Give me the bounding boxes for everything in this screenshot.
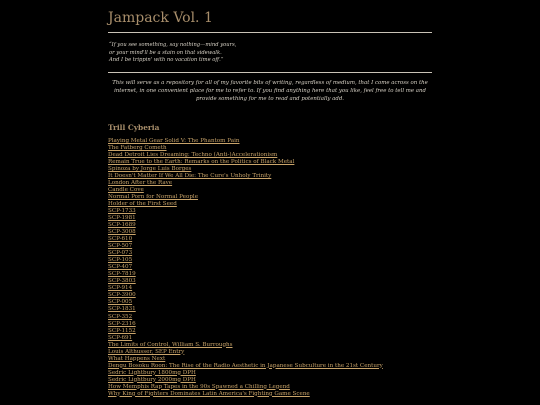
reading-link[interactable]: Candle Cove bbox=[108, 187, 144, 194]
link-list-item bbox=[108, 391, 432, 398]
link-list-item bbox=[108, 201, 432, 208]
quote-line: or your mind'll be a stain on that sidewalk. bbox=[109, 49, 222, 56]
reading-link[interactable]: SCP-3900 bbox=[108, 292, 136, 299]
link-list-item bbox=[108, 138, 432, 145]
reading-link[interactable]: The Limits of Control, William S. Burroughs bbox=[108, 341, 233, 348]
reading-link[interactable]: Normal Porn for Normal People bbox=[108, 194, 199, 201]
link-list-item bbox=[108, 187, 432, 194]
reading-link[interactable]: SCP-3803 bbox=[108, 278, 136, 285]
link-list-item bbox=[108, 173, 432, 180]
reading-link[interactable]: London After the Rave bbox=[108, 180, 173, 187]
reading-link[interactable]: Playing Metal Gear Solid V: The Phantom Pain bbox=[108, 138, 240, 145]
reading-link[interactable]: SCP-1831 bbox=[108, 306, 136, 313]
link-list-item bbox=[108, 384, 432, 391]
link-list-item bbox=[108, 306, 432, 313]
reading-link[interactable]: SCP-2316 bbox=[108, 320, 136, 327]
quote-line: And I be trippin' with no vacation time off.” bbox=[109, 57, 224, 63]
reading-link[interactable]: It Doesn't Matter If We All Die: The Cure's Unholy Trinity bbox=[108, 173, 272, 180]
site-title: Jampack Vol. 1 bbox=[108, 10, 213, 26]
link-list-item bbox=[108, 264, 432, 271]
link-list-item bbox=[108, 166, 432, 173]
link-list-item bbox=[108, 271, 432, 278]
reading-link[interactable]: SCP-507 bbox=[108, 243, 133, 250]
page-content bbox=[108, 0, 432, 398]
link-list-item bbox=[108, 335, 432, 342]
reading-link[interactable]: Holder of the First Seed bbox=[108, 201, 177, 208]
section-heading: Trill Cyberia bbox=[108, 123, 160, 133]
quote-line: “If you see something, say nothing—mind yours, bbox=[109, 42, 237, 48]
reading-link[interactable]: SCP-005 bbox=[108, 299, 133, 306]
reading-link[interactable]: SCP-1733 bbox=[108, 208, 136, 215]
link-list-item bbox=[108, 278, 432, 285]
reading-link-list bbox=[108, 138, 432, 398]
title-divider bbox=[108, 32, 432, 33]
link-list-item bbox=[108, 349, 432, 356]
reading-link[interactable]: SCP-073 bbox=[108, 250, 133, 257]
link-list-item bbox=[108, 321, 432, 328]
reading-link[interactable]: How Memphis Rap Tapes in the 90s Spawned a Chilling Legend bbox=[108, 383, 290, 390]
quote-divider bbox=[108, 72, 432, 73]
reading-link[interactable]: Remain True to the Earth: Remarks on the Politics of Black Metal bbox=[108, 159, 295, 166]
link-list-item bbox=[108, 236, 432, 243]
reading-link[interactable]: SCP-1689 bbox=[108, 222, 136, 229]
reading-link[interactable]: Louis Althusser, SEP Entry bbox=[108, 348, 185, 355]
link-list-item bbox=[108, 208, 432, 215]
reading-link[interactable]: Sedric Lightbury 1800mg DPH bbox=[108, 369, 196, 376]
epigraph-quote bbox=[108, 42, 432, 65]
link-list-item bbox=[108, 257, 432, 264]
reading-link[interactable]: Sedric Lightbury 2000mg DPH bbox=[108, 376, 196, 383]
link-list-item bbox=[108, 363, 432, 370]
link-list-item bbox=[108, 152, 432, 159]
reading-link[interactable]: SCP-1152 bbox=[108, 327, 136, 334]
link-list-item bbox=[108, 299, 432, 306]
reading-link[interactable]: Spinoza by Jorge Luis Borges bbox=[108, 166, 192, 173]
link-list-item bbox=[108, 180, 432, 187]
link-list-item bbox=[108, 229, 432, 236]
link-list-item bbox=[108, 194, 432, 201]
link-list-item bbox=[108, 370, 432, 377]
reading-link[interactable]: SCP-914 bbox=[108, 285, 133, 292]
link-list-item bbox=[108, 243, 432, 250]
reading-link[interactable]: Dead Detroit Lies Dreaming: Techno (Anti-)Accelerationism bbox=[108, 152, 278, 159]
link-list-item bbox=[108, 222, 432, 229]
link-list-item bbox=[108, 250, 432, 257]
reading-link[interactable]: SCP-3008 bbox=[108, 229, 136, 236]
link-list-item bbox=[108, 342, 432, 349]
reading-link[interactable]: SCP-407 bbox=[108, 264, 133, 271]
link-list-item bbox=[108, 215, 432, 222]
link-list-item bbox=[108, 285, 432, 292]
link-list-item bbox=[108, 377, 432, 384]
link-list-item bbox=[108, 314, 432, 321]
reading-link[interactable]: SCP-352 bbox=[108, 313, 133, 320]
reading-link[interactable]: Why King of Fighters Dominates Latin America's Fighting Game Scene bbox=[108, 390, 310, 397]
reading-link[interactable]: The Fatberg Cometh bbox=[108, 145, 167, 152]
link-list-item bbox=[108, 356, 432, 363]
link-list-item bbox=[108, 292, 432, 299]
reading-link[interactable]: SCP-105 bbox=[108, 257, 133, 264]
intro-paragraph: This will serve as a repository for all of my favorite bits of writing, regardless of medium, that I come across on the internet, in one convenient place for me to refer to. If you find anything here that you like, feel free to tell me and provide something for me to read and potentially add. bbox=[112, 79, 428, 102]
reading-link[interactable]: Dengu Bosoku Roon: The Rise of the Radio Aesthetic in Japanese Subculture in the 21st Century bbox=[108, 362, 383, 369]
reading-link[interactable]: SCP-610 bbox=[108, 236, 133, 243]
link-list-item bbox=[108, 328, 432, 335]
link-list-item bbox=[108, 159, 432, 166]
reading-link[interactable]: SCP-1981 bbox=[108, 215, 136, 222]
reading-link[interactable]: What Happens Next bbox=[108, 355, 166, 362]
reading-link[interactable]: SCP-7819 bbox=[108, 271, 136, 278]
reading-link[interactable]: SCP-691 bbox=[108, 334, 133, 341]
